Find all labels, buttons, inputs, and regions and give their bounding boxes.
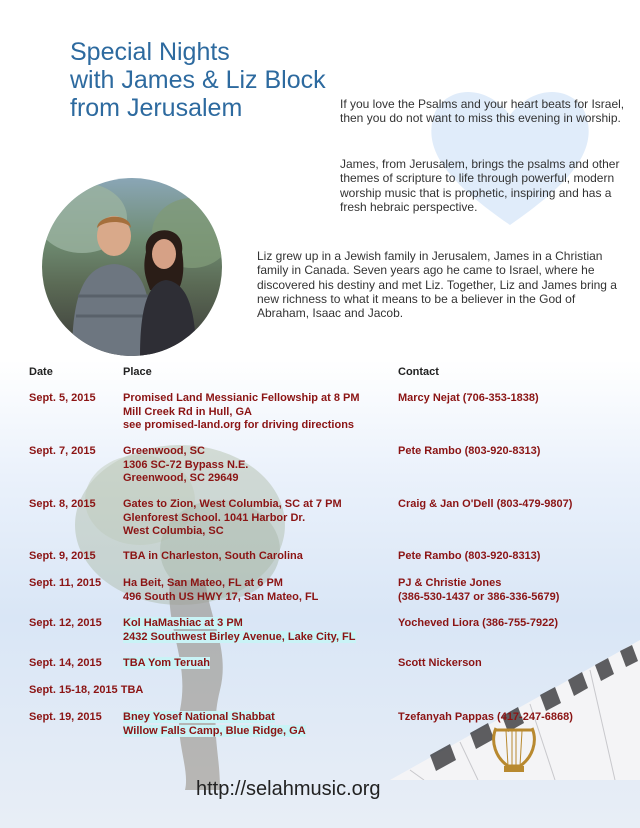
contact-line: Pete Rambo (803-920-8313) (398, 445, 541, 457)
contact-line: Scott Nickerson (398, 657, 482, 669)
row-date: Sept. 9, 2015 (29, 550, 96, 562)
row-date: Sept. 11, 2015 (29, 577, 102, 589)
row-place (123, 577, 318, 604)
contact-line: Marcy Nejat (706-353-1838) (398, 392, 539, 404)
row-place (123, 550, 303, 564)
intro-paragraph-2: James, from Jerusalem, brings the psalms and other themes of scripture to life through powerful, modern worship music that is prophetic, inspiring and has a fresh hebraic perspective. (340, 157, 620, 214)
title-line-2: with James & Liz Block (70, 66, 326, 94)
place-line: Gates to Zion, West Columbia, SC at 7 PM (123, 498, 342, 510)
title-line-3: from Jerusalem (70, 94, 243, 122)
page-title (70, 38, 326, 122)
row-contact (398, 657, 482, 671)
column-header-date: Date (29, 366, 53, 378)
place-line: TBA Yom Teruah (123, 657, 210, 669)
row-contact (398, 392, 539, 406)
place-line: Promised Land Messianic Fellowship at 8 PM (123, 392, 360, 404)
row-place (123, 445, 248, 486)
row-date: Sept. 14, 2015 (29, 657, 102, 669)
place-line: 496 South US HWY 17, San Mateo, FL (123, 590, 319, 603)
row-date: Sept. 15-18, 2015 TBA (29, 684, 144, 696)
place-line: Mill Creek Rd in Hull, GA (123, 405, 252, 418)
place-line: West Columbia, SC (123, 525, 224, 537)
row-place (123, 711, 306, 738)
place-line: Glenforest School. 1041 Harbor Dr. (123, 511, 306, 524)
place-line: TBA in Charleston, South Carolina (123, 550, 303, 562)
place-line: Greenwood, SC 29649 (123, 472, 239, 484)
intro-paragraph-3: Liz grew up in a Jewish family in Jerusalem, James in a Christian family in Canada. Seven years ago he came to Israel, where he discovered his destiny and met Liz. Together, Liz and James bring a new richness to what it means to be a believer in the God of Abraham, Isaac and Jacob. (257, 249, 617, 321)
contact-line: PJ & Christie Jones (398, 577, 502, 589)
place-line: Willow Falls Camp, Blue Ridge, GA (123, 724, 306, 737)
row-place (123, 392, 360, 433)
contact-line: Pete Rambo (803-920-8313) (398, 550, 541, 562)
row-date: Sept. 5, 2015 (29, 392, 96, 404)
place-line: 2432 Southwest Birley Avenue, Lake City, FL (123, 630, 356, 643)
row-place (123, 657, 210, 671)
row-place (123, 498, 342, 539)
row-date: Sept. 8, 2015 (29, 498, 96, 510)
place-line: Bney Yosef National Shabbat (123, 711, 275, 723)
contact-line: Craig & Jan O'Dell (803-479-9807) (398, 498, 573, 510)
lyre-icon (486, 722, 542, 778)
row-date: Sept. 7, 2015 (29, 445, 96, 457)
contact-line: Tzefanyah Pappas (417-247-6868) (398, 711, 573, 723)
row-contact (398, 445, 540, 459)
row-contact (398, 498, 572, 512)
row-contact (398, 550, 540, 564)
place-line: Ha Beit, San Mateo, FL at 6 PM (123, 577, 283, 589)
place-line: 1306 SC-72 Bypass N.E. (123, 458, 249, 471)
place-line: Greenwood, SC (123, 445, 205, 457)
place-line: see promised-land.org for driving directions (123, 419, 355, 431)
row-date: Sept. 19, 2015 (29, 711, 102, 723)
row-date: Sept. 12, 2015 (29, 617, 102, 629)
row-contact (398, 617, 558, 631)
website-url[interactable]: http://selahmusic.org (196, 778, 381, 800)
column-header-contact: Contact (398, 366, 439, 378)
row-place (123, 617, 356, 644)
contact-line: Yocheved Liora (386-755-7922) (398, 617, 558, 629)
title-line-1: Special Nights (70, 38, 230, 66)
intro-paragraph-1: If you love the Psalms and your heart beats for Israel, then you do not want to miss this evening in worship. (340, 97, 625, 126)
place-line: Kol HaMashiac at 3 PM (123, 617, 243, 629)
couple-photo (42, 178, 222, 356)
row-contact (398, 577, 559, 604)
column-header-place: Place (123, 366, 152, 378)
row-contact (398, 711, 573, 725)
contact-line: (386-530-1437 or 386-336-5679) (398, 590, 560, 603)
